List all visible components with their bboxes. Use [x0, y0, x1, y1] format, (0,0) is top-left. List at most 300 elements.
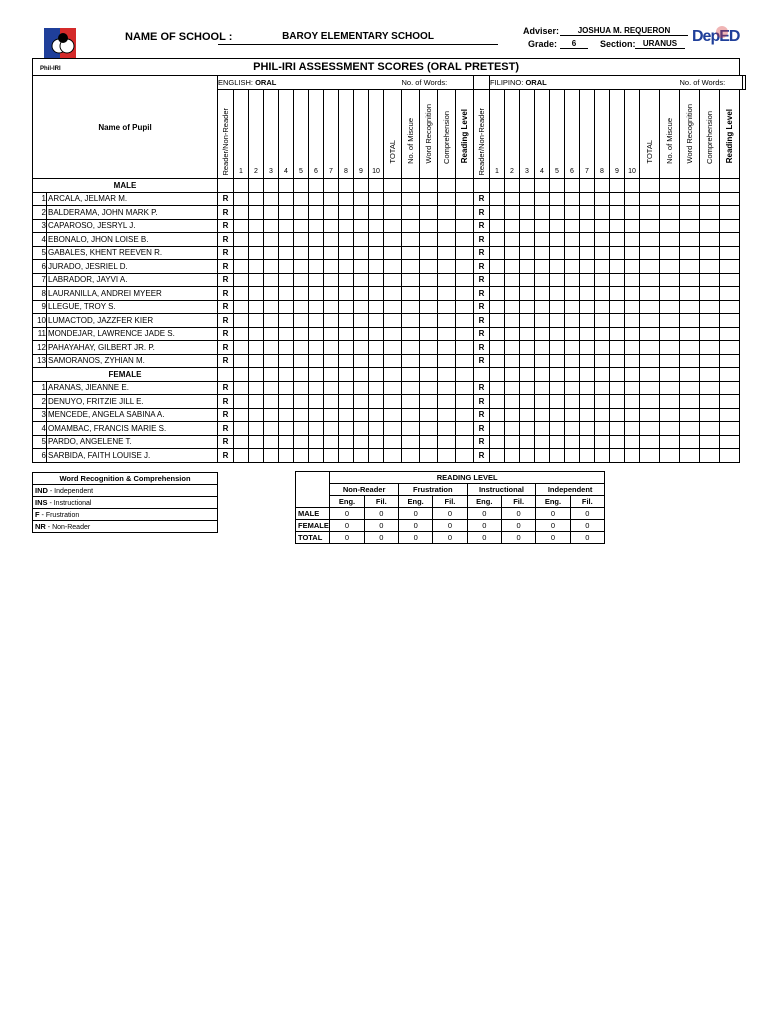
score-cell: [610, 354, 625, 368]
rl-value: 0: [364, 520, 398, 532]
score-cell: [610, 206, 625, 220]
score-cell: [294, 341, 309, 355]
filipino-item-space-2: [505, 89, 520, 166]
empty-cell: [339, 179, 354, 193]
pupil-name: MONDEJAR, LAWRENCE JADE S.: [47, 327, 218, 341]
score-cell: [456, 314, 474, 328]
score-cell: [402, 219, 420, 233]
empty-cell: [339, 368, 354, 382]
score-cell: [420, 435, 438, 449]
score-cell: [720, 422, 740, 436]
score-cell: [402, 341, 420, 355]
score-cell: [234, 287, 249, 301]
score-cell: [369, 233, 384, 247]
score-cell: [490, 206, 505, 220]
score-cell: [535, 206, 550, 220]
pupil-number: 10: [33, 314, 47, 328]
score-cell: [520, 422, 535, 436]
score-cell: [402, 422, 420, 436]
score-cell: [720, 233, 740, 247]
score-cell: [700, 314, 720, 328]
score-cell: [505, 435, 520, 449]
score-cell: [580, 233, 595, 247]
pupil-row: [33, 449, 746, 463]
pupil-row: [33, 435, 746, 449]
score-cell: [680, 327, 700, 341]
score-cell: [550, 381, 565, 395]
score-cell: [610, 435, 625, 449]
score-cell: [456, 408, 474, 422]
score-cell: [680, 206, 700, 220]
score-cell: [339, 327, 354, 341]
score-cell: [595, 287, 610, 301]
english-reader-status: R: [218, 287, 234, 301]
empty-cell: [438, 179, 456, 193]
english-item-space-7: [324, 89, 339, 166]
score-cell: [550, 260, 565, 274]
rl-subheader: Fil.: [501, 496, 535, 508]
pupil-row: [33, 273, 746, 287]
score-cell: [550, 300, 565, 314]
score-cell: [354, 354, 369, 368]
score-cell: [505, 408, 520, 422]
score-cell: [610, 300, 625, 314]
score-cell: [294, 233, 309, 247]
legend-item: [33, 509, 218, 521]
empty-cell: [438, 368, 456, 382]
english-reader-status: R: [218, 449, 234, 463]
score-cell: [720, 341, 740, 355]
score-cell: [420, 233, 438, 247]
filipino-reader-status: R: [474, 395, 490, 409]
score-cell: [550, 435, 565, 449]
score-cell: [249, 273, 264, 287]
score-cell: [324, 287, 339, 301]
rl-row-label: TOTAL: [296, 532, 330, 544]
filipino-reader-status: R: [474, 341, 490, 355]
score-cell: [580, 246, 595, 260]
score-cell: [640, 422, 660, 436]
score-cell: [625, 314, 640, 328]
rl-data-row: [296, 520, 605, 532]
score-cell: [402, 435, 420, 449]
rl-value: 0: [570, 532, 604, 544]
score-cell: [294, 300, 309, 314]
rl-value: 0: [536, 520, 570, 532]
empty-cell: [420, 179, 438, 193]
empty-cell: [456, 179, 474, 193]
score-cell: [402, 395, 420, 409]
score-cell: [610, 233, 625, 247]
filipino-item-space-5: [550, 89, 565, 166]
score-cell: [438, 381, 456, 395]
score-cell: [680, 408, 700, 422]
score-cell: [565, 273, 580, 287]
score-cell: [420, 408, 438, 422]
score-cell: [438, 219, 456, 233]
score-cell: [324, 314, 339, 328]
score-cell: [234, 314, 249, 328]
score-cell: [580, 449, 595, 463]
pupil-name: DENUYO, FRITZIE JILL E.: [47, 395, 218, 409]
score-cell: [264, 260, 279, 274]
score-cell: [505, 395, 520, 409]
score-cell: [402, 314, 420, 328]
score-cell: [402, 381, 420, 395]
empty-cell: [279, 179, 294, 193]
legend-item-row: [33, 485, 218, 497]
pupil-row: [33, 327, 746, 341]
score-cell: [354, 341, 369, 355]
empty-cell: [700, 368, 720, 382]
score-cell: [610, 192, 625, 206]
score-cell: [595, 327, 610, 341]
score-cell: [595, 192, 610, 206]
score-cell: [456, 395, 474, 409]
score-cell: [294, 287, 309, 301]
grade-value: 6: [560, 39, 588, 49]
score-cell: [420, 300, 438, 314]
pupil-row: [33, 300, 746, 314]
rl-corner: [296, 472, 330, 508]
english-reader-status: R: [218, 300, 234, 314]
score-cell: [640, 395, 660, 409]
score-cell: [595, 341, 610, 355]
empty-cell: [505, 368, 520, 382]
school-label: NAME OF SCHOOL :: [125, 31, 233, 43]
score-cell: [700, 219, 720, 233]
score-cell: [456, 327, 474, 341]
score-cell: [535, 327, 550, 341]
score-cell: [660, 260, 680, 274]
score-cell: [535, 273, 550, 287]
filipino-item-number: 6: [565, 166, 580, 179]
score-cell: [234, 327, 249, 341]
filipino-total-header-cell: [640, 89, 660, 166]
score-cell: [550, 327, 565, 341]
filipino-miscue-header: No. of Miscue: [665, 117, 674, 164]
filipino-reader-status: R: [474, 327, 490, 341]
score-cell: [520, 354, 535, 368]
pupil-number: 13: [33, 354, 47, 368]
rl-value: 0: [330, 520, 364, 532]
english-item-number: 1: [234, 166, 249, 179]
empty-cell: [680, 368, 700, 382]
empty-cell: [505, 179, 520, 193]
score-cell: [264, 233, 279, 247]
score-cell: [610, 273, 625, 287]
empty-cell: [610, 368, 625, 382]
filipino-item-number: 5: [550, 166, 565, 179]
score-cell: [490, 449, 505, 463]
score-cell: [720, 381, 740, 395]
score-cell: [625, 219, 640, 233]
score-cell: [505, 206, 520, 220]
english-summary-space: [402, 166, 420, 179]
filipino-mode: ORAL: [525, 77, 547, 87]
score-cell: [456, 206, 474, 220]
score-cell: [595, 260, 610, 274]
empty-cell: [249, 368, 264, 382]
score-cell: [384, 354, 402, 368]
english-reader-status: R: [218, 273, 234, 287]
score-cell: [264, 449, 279, 463]
score-cell: [249, 314, 264, 328]
legend-item: [33, 521, 218, 533]
score-cell: [595, 381, 610, 395]
score-cell: [354, 395, 369, 409]
score-cell: [680, 300, 700, 314]
score-cell: [369, 260, 384, 274]
score-cell: [720, 206, 740, 220]
score-cell: [234, 233, 249, 247]
legend-title: Word Recognition & Comprehension: [33, 473, 218, 485]
empty-cell: [234, 179, 249, 193]
score-cell: [660, 273, 680, 287]
pupil-number: 5: [33, 435, 47, 449]
score-cell: [595, 233, 610, 247]
score-cell: [520, 408, 535, 422]
score-cell: [625, 192, 640, 206]
rl-value: 0: [570, 508, 604, 520]
filipino-summary-space: [720, 166, 740, 179]
score-cell: [520, 287, 535, 301]
score-cell: [580, 219, 595, 233]
filipino-reader-status: R: [474, 206, 490, 220]
english-blank-cell: [474, 76, 490, 90]
score-cell: [640, 354, 660, 368]
empty-cell: [520, 179, 535, 193]
english-reader-status: R: [218, 327, 234, 341]
score-cell: [505, 422, 520, 436]
score-cell: [625, 435, 640, 449]
score-cell: [438, 395, 456, 409]
score-cell: [520, 341, 535, 355]
score-cell: [625, 233, 640, 247]
score-cell: [309, 287, 324, 301]
empty-cell: [474, 179, 490, 193]
score-cell: [234, 246, 249, 260]
score-cell: [354, 435, 369, 449]
score-cell: [369, 192, 384, 206]
filipino-reader-status: R: [474, 354, 490, 368]
score-cell: [580, 300, 595, 314]
score-cell: [438, 206, 456, 220]
score-cell: [610, 287, 625, 301]
score-cell: [456, 192, 474, 206]
score-cell: [700, 287, 720, 301]
empty-cell: [402, 368, 420, 382]
filipino-summary-space: [700, 166, 720, 179]
score-cell: [402, 260, 420, 274]
score-cell: [610, 341, 625, 355]
score-cell: [595, 435, 610, 449]
score-cell: [610, 408, 625, 422]
score-cell: [520, 381, 535, 395]
empty-cell: [234, 368, 249, 382]
rl-value: 0: [364, 532, 398, 544]
score-cell: [309, 422, 324, 436]
score-cell: [420, 192, 438, 206]
score-cell: [339, 314, 354, 328]
score-cell: [249, 287, 264, 301]
score-cell: [535, 354, 550, 368]
pupil-number: 12: [33, 341, 47, 355]
score-cell: [438, 233, 456, 247]
score-cell: [550, 246, 565, 260]
score-cell: [294, 422, 309, 436]
legend-desc: - Frustration: [39, 512, 80, 519]
score-cell: [520, 233, 535, 247]
score-cell: [505, 449, 520, 463]
score-cell: [505, 314, 520, 328]
score-cell: [234, 273, 249, 287]
english-item-number: 10: [369, 166, 384, 179]
score-cell: [438, 435, 456, 449]
score-cell: [490, 381, 505, 395]
score-cell: [490, 219, 505, 233]
legend-code: IND: [35, 486, 48, 495]
pupil-name: SAMORANOS, ZYHIAN M.: [47, 354, 218, 368]
score-cell: [309, 206, 324, 220]
score-cell: [680, 422, 700, 436]
score-cell: [565, 354, 580, 368]
score-cell: [294, 327, 309, 341]
score-cell: [660, 233, 680, 247]
score-cell: [264, 354, 279, 368]
score-cell: [384, 233, 402, 247]
pupil-name: LUMACTOD, JAZZFER KIER: [47, 314, 218, 328]
score-cell: [234, 422, 249, 436]
score-cell: [324, 219, 339, 233]
score-cell: [264, 381, 279, 395]
score-cell: [565, 422, 580, 436]
score-cell: [565, 408, 580, 422]
rl-subheader: Eng.: [536, 496, 570, 508]
score-cell: [565, 381, 580, 395]
score-cell: [234, 395, 249, 409]
score-cell: [354, 206, 369, 220]
filipino-reader-status: R: [474, 192, 490, 206]
score-cell: [520, 246, 535, 260]
score-cell: [339, 449, 354, 463]
score-cell: [535, 260, 550, 274]
legend-table: [32, 472, 218, 533]
score-cell: [680, 314, 700, 328]
score-cell: [309, 260, 324, 274]
score-cell: [565, 449, 580, 463]
english-summary-space: [456, 166, 474, 179]
score-cell: [354, 233, 369, 247]
score-cell: [279, 354, 294, 368]
score-cell: [456, 260, 474, 274]
pupil-number: 11: [33, 327, 47, 341]
male-section-row: [33, 179, 746, 193]
filipino-item-number: 8: [595, 166, 610, 179]
score-cell: [309, 246, 324, 260]
score-cell: [264, 206, 279, 220]
score-cell: [660, 395, 680, 409]
empty-cell: [535, 179, 550, 193]
score-cell: [680, 233, 700, 247]
english-reader-status: R: [218, 260, 234, 274]
score-cell: [420, 422, 438, 436]
score-cell: [354, 273, 369, 287]
score-cell: [700, 192, 720, 206]
score-cell: [438, 422, 456, 436]
score-cell: [625, 395, 640, 409]
score-cell: [369, 206, 384, 220]
english-item-number: 4: [279, 166, 294, 179]
score-cell: [520, 327, 535, 341]
score-cell: [535, 219, 550, 233]
score-cell: [339, 300, 354, 314]
pupil-number: 3: [33, 408, 47, 422]
score-cell: [369, 449, 384, 463]
rl-title-row: [296, 472, 605, 484]
empty-cell: [720, 179, 740, 193]
score-cell: [565, 327, 580, 341]
score-cell: [550, 395, 565, 409]
score-cell: [680, 219, 700, 233]
score-cell: [610, 327, 625, 341]
score-cell: [580, 435, 595, 449]
pupil-row: [33, 341, 746, 355]
empty-cell: [580, 179, 595, 193]
filipino-item-space-6: [565, 89, 580, 166]
pupil-name: BALDERAMA, JOHN MARK P.: [47, 206, 218, 220]
score-cell: [402, 287, 420, 301]
score-cell: [384, 327, 402, 341]
english-reader-status: R: [218, 192, 234, 206]
filipino-reader-status: R: [474, 422, 490, 436]
legend-item: [33, 497, 218, 509]
score-cell: [565, 233, 580, 247]
english-reader-status: R: [218, 246, 234, 260]
score-cell: [535, 422, 550, 436]
empty-cell: [324, 179, 339, 193]
score-cell: [700, 206, 720, 220]
score-cell: [234, 381, 249, 395]
score-cell: [279, 314, 294, 328]
legend-desc: - Non-Reader: [45, 524, 91, 531]
score-cell: [660, 408, 680, 422]
score-cell: [324, 246, 339, 260]
score-cell: [309, 233, 324, 247]
score-cell: [339, 260, 354, 274]
empty-cell: [660, 368, 680, 382]
filipino-total-header: TOTAL: [645, 140, 654, 164]
rl-value: 0: [433, 532, 467, 544]
english-level-header: Reading Level: [460, 109, 469, 164]
pupil-row: [33, 260, 746, 274]
score-cell: [640, 300, 660, 314]
score-cell: [505, 354, 520, 368]
score-cell: [535, 233, 550, 247]
pupil-row: [33, 192, 746, 206]
deped-seal-icon: [716, 26, 728, 38]
pupil-row: [33, 206, 746, 220]
english-words-cell: [402, 76, 474, 90]
score-cell: [456, 287, 474, 301]
english-item-space-8: [339, 89, 354, 166]
rl-value: 0: [501, 508, 535, 520]
filipino-item-number: 2: [505, 166, 520, 179]
score-cell: [420, 260, 438, 274]
score-cell: [369, 287, 384, 301]
score-cell: [680, 381, 700, 395]
empty-cell: [580, 368, 595, 382]
